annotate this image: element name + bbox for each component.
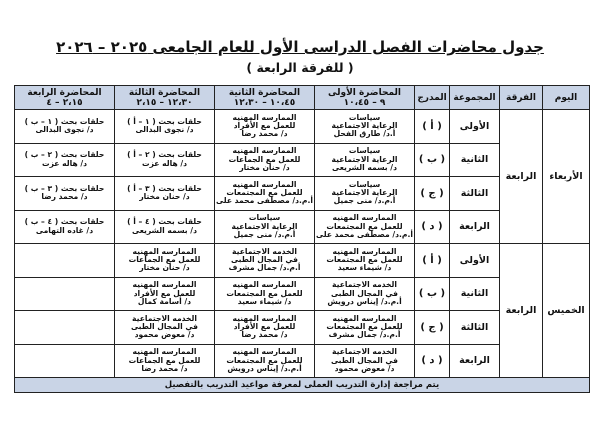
lecture-line: الممارسه المهنيه [332, 213, 397, 223]
lecture-cell-4 [15, 143, 115, 177]
lecture-line: حلقات بحث ( ١ – أ ) [127, 116, 202, 126]
lecture-line: الخدمه الاجتماعية [132, 313, 197, 323]
lecture-line: د/ غاده التهامى [35, 225, 94, 235]
lecture-line: أ.م.د/ جمال مشرف [228, 263, 301, 273]
group-cell: الرابعة [450, 210, 500, 244]
lecture-line: د/ نجوى البدالى [35, 125, 94, 135]
page-subtitle: ( للفرقة الرابعة ) [246, 60, 354, 75]
lecture-cell-3 [115, 344, 215, 378]
header-group: المجموعة [450, 86, 500, 110]
lecture-line: الممارسه المهنيه [232, 280, 297, 290]
group-cell: الثالثة [450, 177, 500, 211]
lecture-line: الخدمه الاجتماعية [332, 280, 397, 290]
lecture-line: حلقات بحث ( ٤ – ب ) [24, 217, 105, 227]
lecture-cell-1 [315, 277, 415, 311]
lecture-line: أ.د/ طارق الفحل [333, 129, 396, 139]
lecture-line: حلقات بحث ( ٢ – أ ) [127, 150, 202, 160]
lecture-cell-2 [215, 110, 315, 144]
hall-cell: ( د ) [415, 344, 450, 378]
lecture-cell-1 [315, 210, 415, 244]
lecture-cell-2 [215, 143, 315, 177]
lecture-line: د/ شيماء سعيد [237, 296, 292, 306]
header-hall: المدرج [415, 86, 450, 110]
lecture-cell-4 [15, 277, 115, 311]
lecture-line: في المجال الطبى [130, 322, 199, 332]
lecture-line: د/ حنان مختار [139, 192, 190, 202]
lecture-line: د/ محمد رضا [241, 330, 288, 340]
lecture-cell-3 [115, 210, 215, 244]
hall-cell: ( أ ) [415, 244, 450, 278]
lecture-cell-4 [15, 311, 115, 345]
lecture-line: الممارسه المهنيه [232, 179, 297, 189]
table-row [15, 244, 590, 278]
lecture-line: الخدمه الاجتماعية [232, 246, 297, 256]
lecture-cell-2 [215, 177, 315, 211]
lecture-cell-2 [215, 277, 315, 311]
lecture-line: للعمل مع المجتمعات [226, 288, 303, 298]
lecture-cell-1 [315, 177, 415, 211]
schedule-body [15, 110, 590, 378]
lecture-line: للعمل مع الجماعات [228, 154, 301, 164]
lecture-line: للعمل مع المجتمعات [326, 322, 403, 332]
lecture-line: في المجال الطبى [230, 255, 299, 265]
year-cell: الرابعة [500, 110, 543, 244]
lecture-line: د/ شيماء سعيد [337, 263, 392, 273]
header-day: اليوم [543, 86, 590, 110]
lecture-line: د/ هاله عزت [141, 158, 188, 168]
header-lecture-2: المحاضرة الثانية ١٠،٤٥ – ١٢،٣٠ [215, 86, 315, 110]
day-cell: الخميس [543, 244, 590, 378]
lecture-line: أ.م.د/ منى جميل [233, 229, 296, 239]
lecture-line: د/ محمد رضا [141, 363, 188, 373]
lecture-line: للعمل مع الجماعات [128, 255, 201, 265]
lecture-line: الممارسه المهنيه [132, 347, 197, 357]
lecture-line: الرعاية الاجتماعية [331, 188, 398, 198]
hall-cell: ( ب ) [415, 143, 450, 177]
lecture-line: للعمل مع المجتمعات [326, 221, 403, 231]
lecture-line: د/ أسامة كمال [137, 296, 192, 306]
hall-cell: ( أ ) [415, 110, 450, 144]
lecture-line: د/ محمد رضا [41, 192, 88, 202]
lecture-cell-3 [115, 143, 215, 177]
lecture-line: أ.م.د/ منى جميل [333, 196, 396, 206]
lecture-line: أ.م.د/ مصطفى محمد على [216, 196, 313, 206]
lecture-line: أ.م.د/ إيناس درويش [327, 296, 402, 306]
page-title: جدول محاضرات الفصل الدراسى الأول للعام الجامعى ٢٠٢٥ – ٢٠٢٦ [56, 38, 544, 56]
table-row [15, 110, 590, 144]
lecture-line: الممارسه المهنيه [332, 313, 397, 323]
lecture-cell-3 [115, 244, 215, 278]
lecture-line: حلقات بحث ( ٣ – أ ) [127, 183, 202, 193]
lecture-cell-2 [215, 244, 315, 278]
lecture-line: سياسات [348, 146, 381, 156]
lecture-line: للعمل مع المجتمعات [226, 188, 303, 198]
lecture-line: للعمل مع المجتمعات [326, 255, 403, 265]
lecture-line: د/ بسمه الشريعى [332, 162, 397, 172]
lecture-line: الممارسه المهنيه [132, 246, 197, 256]
schedule-table [14, 85, 590, 393]
lecture-cell-3 [115, 311, 215, 345]
hall-cell: ( د ) [415, 210, 450, 244]
header-lecture-3: المحاضرة الثالثة ١٢،٣٠ – ٢،١٥ [115, 86, 215, 110]
lecture-line: حلقات بحث ( ٤ – أ ) [127, 217, 202, 227]
lecture-line: الممارسه المهنيه [232, 313, 297, 323]
hall-cell: ( ب ) [415, 277, 450, 311]
lecture-line: للعمل مع الجماعات [128, 355, 201, 365]
lecture-line: الممارسه المهنيه [232, 347, 297, 357]
lecture-cell-4 [15, 210, 115, 244]
group-cell: الثانية [450, 277, 500, 311]
lecture-line: في المجال الطبى [330, 288, 399, 298]
lecture-cell-4 [15, 344, 115, 378]
group-cell: الثالثة [450, 311, 500, 345]
lecture-line: د/ معوض محمود [334, 363, 395, 373]
lecture-line: الخدمه الاجتماعية [332, 347, 397, 357]
lecture-line: سياسات [248, 213, 281, 223]
header-year: الفرقة [500, 86, 543, 110]
lecture-cell-4 [15, 244, 115, 278]
lecture-cell-1 [315, 143, 415, 177]
lecture-line: الرعاية الاجتماعية [231, 221, 298, 231]
group-cell: الثانية [450, 143, 500, 177]
lecture-line: الممارسه المهنيه [332, 246, 397, 256]
group-cell: الأولى [450, 244, 500, 278]
lecture-cell-3 [115, 110, 215, 144]
lecture-cell-2 [215, 344, 315, 378]
lecture-line: حلقات بحث ( ٣ – ب ) [24, 183, 105, 193]
header-lecture-4: المحاضرة الرابعة ٢،١٥ – ٤ [15, 86, 115, 110]
year-cell: الرابعة [500, 244, 543, 378]
lecture-line: أ.م.د/ مصطفى محمد على [316, 229, 413, 239]
lecture-cell-1 [315, 244, 415, 278]
lecture-line: للعمل مع الأفراد [233, 322, 296, 332]
lecture-line: الممارسه المهنيه [232, 112, 297, 122]
lecture-line: للعمل مع الأفراد [133, 288, 196, 298]
header-row [15, 86, 590, 110]
lecture-cell-4 [15, 110, 115, 144]
day-cell: الأربعاء [543, 110, 590, 244]
lecture-line: د/ هاله عزت [41, 158, 88, 168]
lecture-line: في المجال الطبى [330, 355, 399, 365]
lecture-line: أ.م.د/ إيناس درويش [227, 363, 302, 373]
lecture-cell-1 [315, 110, 415, 144]
lecture-line: الرعاية الاجتماعية [331, 154, 398, 164]
hall-cell: ( ج ) [415, 311, 450, 345]
footer-note: يتم مراجعة إدارة التدريب العملى لمعرفة مواعيد التدريب بالتفصيل [15, 378, 590, 393]
header-lecture-1: المحاضرة الأولى ٩ – ١٠،٤٥ [315, 86, 415, 110]
lecture-cell-2 [215, 311, 315, 345]
lecture-line: الرعاية الاجتماعية [331, 121, 398, 131]
group-cell: الرابعة [450, 344, 500, 378]
lecture-line: سياسات [348, 112, 381, 122]
group-cell: الأولى [450, 110, 500, 144]
lecture-line: للعمل مع الأفراد [233, 121, 296, 131]
lecture-line: د/ حنان مختار [239, 162, 290, 172]
lecture-cell-1 [315, 344, 415, 378]
lecture-cell-1 [315, 311, 415, 345]
lecture-line: د/ محمد رضا [241, 129, 288, 139]
lecture-cell-3 [115, 177, 215, 211]
lecture-line: د/ معوض محمود [134, 330, 195, 340]
lecture-line: أ.م.د/ جمال مشرف [328, 330, 401, 340]
hall-cell: ( ج ) [415, 177, 450, 211]
lecture-line: د/ بسمه الشريعى [132, 225, 197, 235]
lecture-cell-2 [215, 210, 315, 244]
lecture-line: د/ نجوى البدالى [135, 125, 194, 135]
lecture-line: د/ حنان مختار [139, 263, 190, 273]
lecture-line: للعمل مع المجتمعات [226, 355, 303, 365]
lecture-line: حلقات بحث ( ١ – ب ) [24, 116, 105, 126]
lecture-cell-4 [15, 177, 115, 211]
lecture-line: سياسات [348, 179, 381, 189]
lecture-line: حلقات بحث ( ٢ – ب ) [24, 150, 105, 160]
lecture-line: الممارسه المهنيه [232, 146, 297, 156]
lecture-line: الممارسه المهنيه [132, 280, 197, 290]
lecture-cell-3 [115, 277, 215, 311]
